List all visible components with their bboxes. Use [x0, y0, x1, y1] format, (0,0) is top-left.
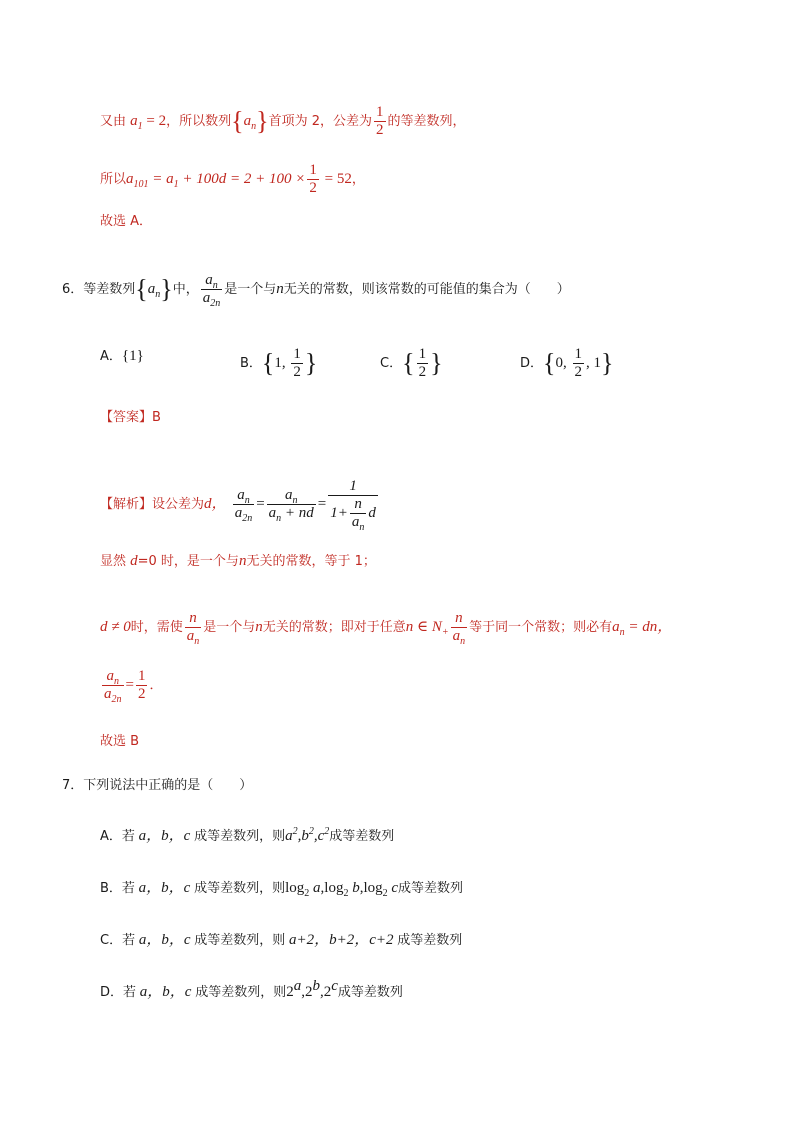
option-B: B．{1, $\frac{1}{2}$ }: [240, 346, 318, 380]
option-C: C．{ $\frac{1}{2}$ }: [380, 346, 443, 380]
q7-option-A: A．若 a，b，c 成等差数列，则$a^2,b^2,c^2$成等差数列: [100, 826, 395, 844]
question6-stem: 6．等差数列$\{a_n\}$中， $\frac{a_n}{a_{2n}}$ 是一个与n无关的常数，则该常数的可能值的集合为（ ）: [62, 272, 570, 309]
solution5-line1: 又由 $a_1 = 2$，所以数列$\{a_n\}$首项为 2，公差为 $\frac{1}{2}$ 的等差数列，: [100, 104, 466, 138]
fraction: $\frac{1}{2}$: [418, 346, 427, 380]
fraction: $\frac{1}{2}$: [376, 104, 384, 138]
fraction: 1 1+ $\frac{n}{a_n}$ d: [330, 478, 376, 533]
case2-line: d ≠ 0时，需使 $\frac{n}{a_n}$ 是一个与n无关的常数；即对于任意n ∈ $N_+$ $\frac{n}{a_n}$ 等于同一个常数；则必有$a_n$ = dn，: [100, 610, 673, 647]
option-A: A．{1}: [100, 348, 144, 364]
analysis-line: 【解析】设公差为d， $\frac{a_n}{a_{2n}}$ = $\frac{a_n}{a_n + nd}$ = 1 1+ $\frac{n}{a_n}$ d: [100, 478, 376, 533]
q7-option-C: C．若 a，b，c 成等差数列，则 a+2，b+2，c+2 成等差数列: [100, 932, 463, 948]
final-answer: 故选 B: [100, 734, 140, 749]
option-D: D．{0, $\frac{1}{2}$ , 1}: [520, 346, 614, 380]
q7-option-B: B．若 a，b，c 成等差数列，则$\log_2 a,\log_2$ $b,\log_2$ c成等差数列: [100, 880, 464, 899]
fraction: $\frac{a_n}{a_n + nd}$: [268, 487, 314, 524]
fraction: $\frac{a_n}{a_{2n}}$: [202, 272, 221, 309]
answer-line: 【答案】B: [100, 410, 161, 425]
fraction: $\frac{1}{2}$: [309, 162, 317, 196]
analysis-tag: 【解析】: [100, 497, 153, 512]
question7-stem: 7．下列说法中正确的是（ ）: [62, 778, 253, 793]
answer-tag: 【答案】: [100, 410, 153, 425]
fraction: $\frac{1}{2}$: [137, 668, 146, 702]
fraction: $\frac{1}{2}$: [574, 346, 582, 380]
fraction: $\frac{n}{a_n}$: [452, 610, 466, 647]
result-line: $\frac{a_n}{a_{2n}}$ = $\frac{1}{2}$ ．: [104, 668, 163, 705]
solution5-line2: 所以$a_{101} = a_1 + 100d = 2 + 100$ × $\frac{1}{2}$ = 52，: [100, 162, 365, 196]
q7-option-D: D．若 a，b，c 成等差数列，则2$^a$,2$^b$,2$^c$成等差数列: [100, 978, 403, 1000]
fraction: $\frac{a_n}{a_{2n}}$: [234, 487, 253, 524]
fraction: $\frac{a_n}{a_{2n}}$: [104, 668, 122, 705]
fraction: $\frac{n}{a_n}$: [186, 610, 200, 647]
case1-line: 显然 d=0 时，是一个与n无关的常数，等于 1；: [100, 553, 376, 569]
fraction: $\frac{1}{2}$: [293, 346, 301, 380]
solution5-conclusion: 故选 A．: [100, 214, 153, 229]
